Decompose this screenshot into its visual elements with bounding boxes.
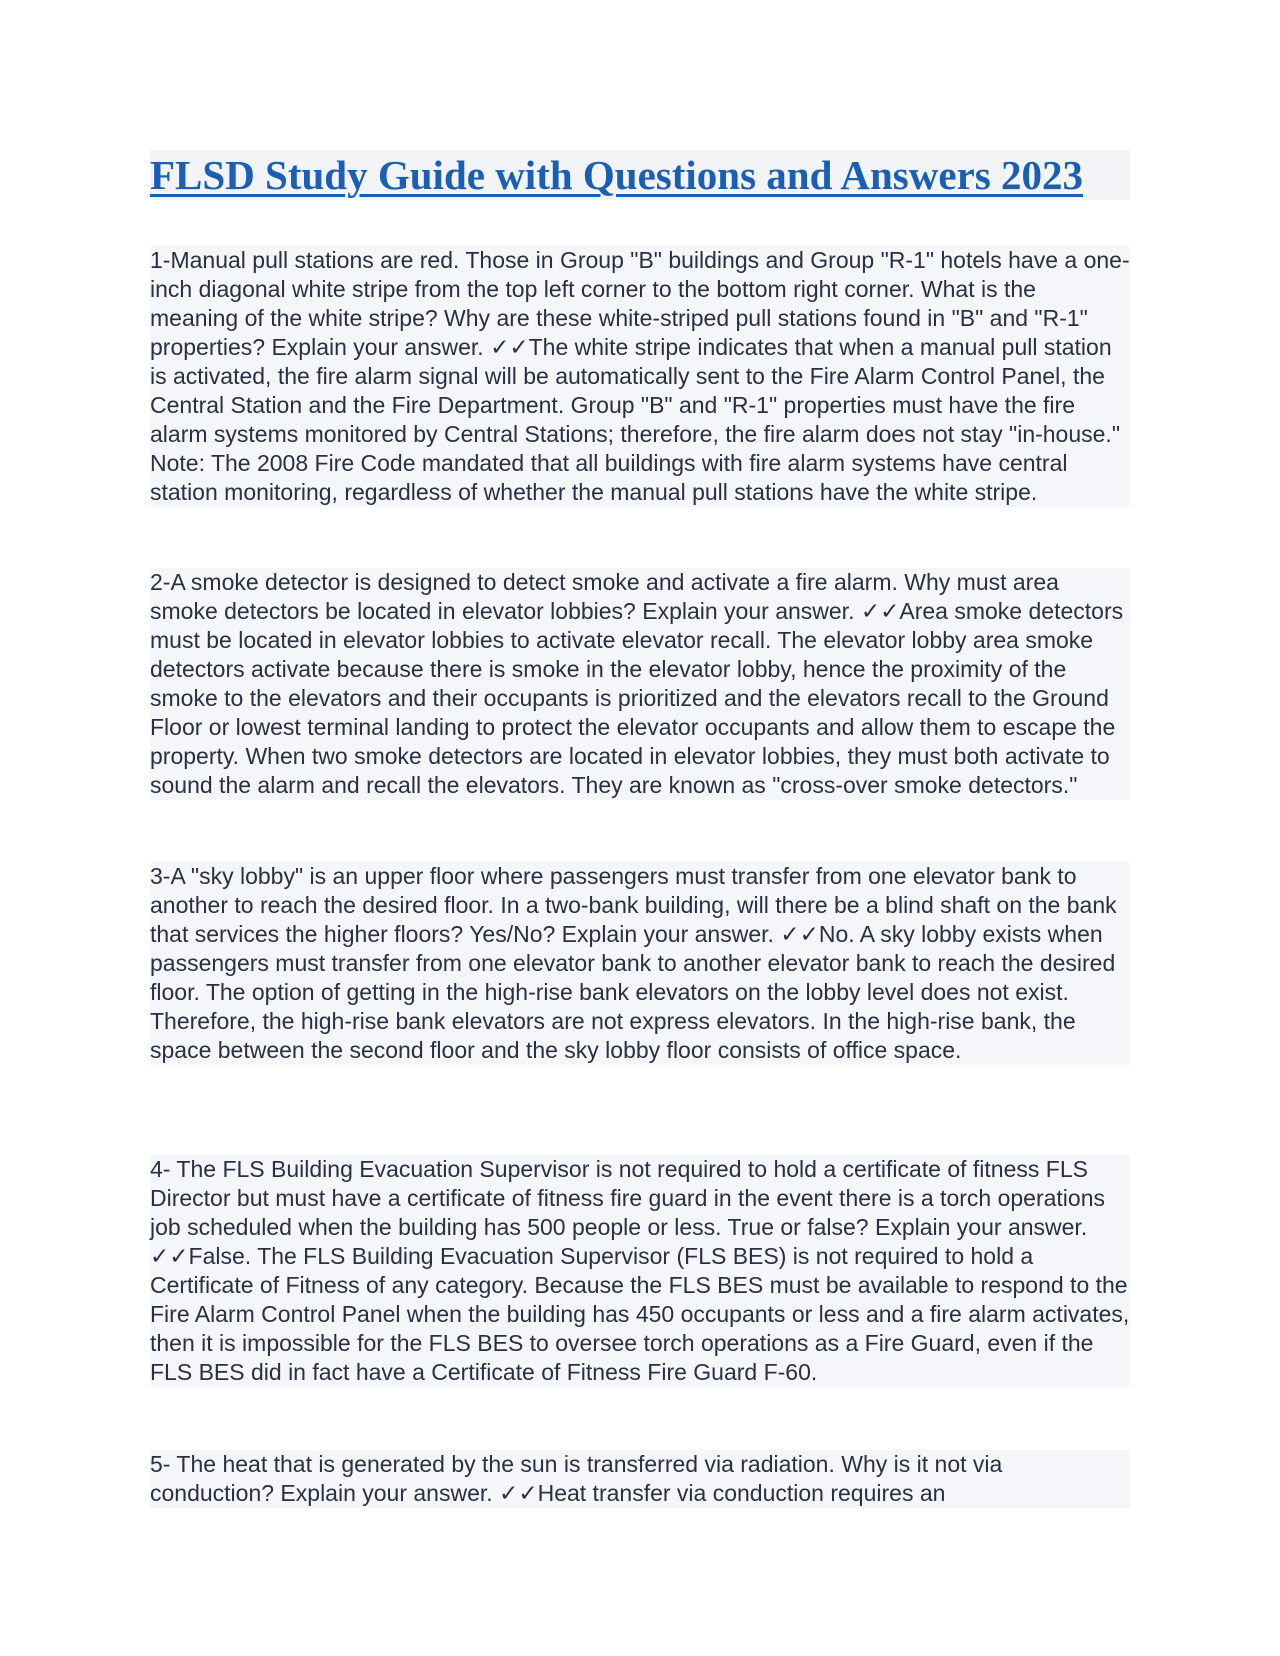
question-answer-5: 5- The heat that is generated by the sun is transferred via radiation. Why is it not via conduction? Explain your answer. ✓✓Heat transfer via conduction requires an <box>150 1450 1130 1508</box>
question-answer-4: 4- The FLS Building Evacuation Supervisor is not required to hold a certificate of fitness FLS Director but must have a certificate of fitness fire guard in the event there is a torch operations job scheduled when the building has 500 people or less. True or false? Explain your answer. ✓✓False. The FLS Building Evacuation Supervisor (FLS BES) is not required to hold a Certificate of Fitness of any category. Because the FLS BES must be available to respond to the Fire Alarm Control Panel when the building has 450 occupants or less and a fire alarm activates, then it is impossible for the FLS BES to oversee torch operations as a Fire Guard, even if the FLS BES did in fact have a Certificate of Fitness Fire Guard F-60. <box>150 1156 1130 1385</box>
question-answer-3: 3-A "sky lobby" is an upper floor where passengers must transfer from one elevator bank to another to reach the desired floor. In a two-bank building, will there be a blind shaft on the bank that services the higher floors? Yes/No? Explain your answer. ✓✓No. A sky lobby exists when passengers must transfer from one elevator bank to another elevator bank to reach the desired floor. The option of getting in the high-rise bank elevators on the lobby level does not exist. Therefore, the high-rise bank elevators are not express elevators. In the high-rise bank, the space between the second floor and the sky lobby floor consists of office space. <box>150 862 1130 1065</box>
document-title: FLSD Study Guide with Questions and Answers 2023 <box>150 150 1130 200</box>
question-answer-2: 2-A smoke detector is designed to detect smoke and activate a fire alarm. Why must area smoke detectors be located in elevator lobbies? Explain your answer. ✓✓Area smoke detectors must be located in elevator lobbies to activate elevator recall. The elevator lobby area smoke detectors activate because there is smoke in the elevator lobby, hence the proximity of the smoke to the elevators and their occupants is prioritized and the elevators recall to the Ground Floor or lowest terminal landing to protect the elevator occupants and allow them to escape the property. When two smoke detectors are located in elevator lobbies, they must both activate to sound the alarm and recall the elevators. They are known as "cross-over smoke detectors." <box>150 568 1130 800</box>
question-answer-1: 1-Manual pull stations are red. Those in Group "B" buildings and Group "R-1" hotels have a one-inch diagonal white stripe from the top left corner to the bottom right corner. What is the meaning of the white stripe? Why are these white-striped pull stations found in "B" and "R-1" properties? Explain your answer. ✓✓The white stripe indicates that when a manual pull station is activated, the fire alarm signal will be automatically sent to the Fire Alarm Control Panel, the Central Station and the Fire Department. Group "B" and "R-1" properties must have the fire alarm systems monitored by Central Stations; therefore, the fire alarm does not stay "in-house." Note: The 2008 Fire Code mandated that all buildings with fire alarm systems have central station monitoring, regardless of whether the manual pull stations have the white stripe. <box>150 247 1130 505</box>
